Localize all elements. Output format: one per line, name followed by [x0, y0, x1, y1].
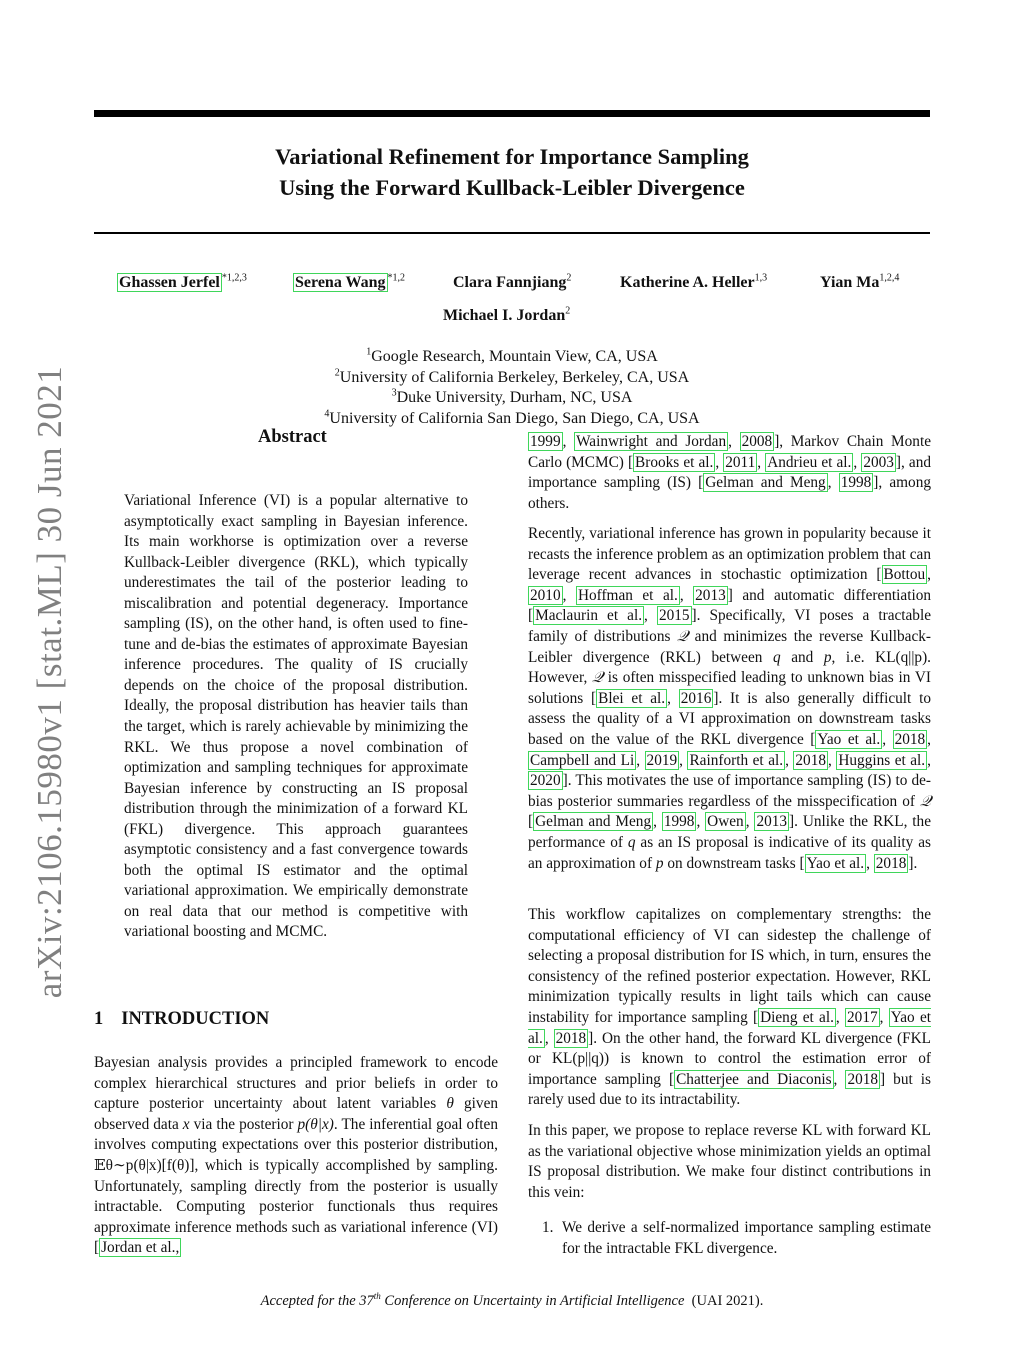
right-paragraph-1: 1999 , Wainwright and Jordan , 2008 ], Markov Chain Monte Carlo (MCMC) [ Brooks et al. , 2011 , Andrieu et al. , 2003 ], and importance sampling (IS) [ Gelman and Meng , 1998 ], among others. [528, 433, 931, 512]
author-link[interactable]: Ghassen Jerfel [119, 274, 220, 291]
right-paragraph-3: This workflow capitalizes on complementary strengths: the computational efficiency of VI can sidestep the challenge of selecting a proposal distribution for IS which, in turn, ensures the consistency of the refined posterior expectation. However, RKL minimization typically results in light tails which can cause instability for importance sampling [ Dieng et al. , 2017 , Yao et al. , 2018 ]. On the other hand, the forward KL divergence (FKL or KL(p||q)) is known to control the estimation error of importance sampling [ Chatterjee and Diaconis , 2018 ] but is rarely used due to its intractability. [528, 906, 931, 1109]
citation-link[interactable]: 2008 [741, 433, 773, 450]
citation-link[interactable]: Dieng et al. [760, 1008, 834, 1026]
citation-link[interactable]: Blei et al. [598, 689, 666, 707]
affiliation: $^4$University of California San Diego, San Diego, CA, USA [324, 408, 700, 428]
citation-link[interactable]: 2010 [530, 586, 561, 604]
citation-link[interactable]: 2003 [863, 453, 894, 471]
citation-link[interactable]: Wainwright and Jordan [576, 433, 727, 450]
title-rule-top [94, 110, 930, 117]
section-heading: 1 INTRODUCTION [94, 1009, 270, 1029]
citation-link[interactable]: 2018 [555, 1029, 587, 1047]
citation-link[interactable]: 2013 [756, 813, 788, 831]
affiliation: $^3$Duke University, Durham, NC, USA [391, 388, 633, 407]
right-paragraph-4: In this paper, we propose to replace reverse KL with forward KL as the variational objective whose minimization yields an optimal IS proposal distribution. We make four distinct contributions in this vein: [528, 1122, 931, 1201]
citation-link[interactable]: Yao et al. [817, 730, 881, 748]
author-link[interactable]: Serena Wang [295, 274, 386, 291]
citation-link[interactable]: Andrieu et al. [767, 453, 852, 471]
citation-link[interactable]: 2013 [695, 586, 726, 604]
citation-link[interactable]: Gelman and Meng [535, 813, 652, 831]
affiliation: $^1$Google Research, Mountain View, CA, USA [366, 346, 658, 365]
author-4: Katherine A. Heller$^{1,3}$ [620, 272, 768, 291]
citation-link[interactable]: Hoffman et al. [577, 586, 678, 604]
citation-link[interactable]: Brooks et al. [635, 453, 714, 471]
citation-link[interactable]: Bottou [883, 566, 926, 584]
paper-page: arXiv:2106.15980v1 [stat.ML] 30 Jun 2021 Variational Refinement for Importance Sampling Using the Forward Kullback-Leibler Divergence Ghassen Jerfel $^{*1,2,3}$ Serena Wang $^{*1,2}$ Clara Fannjiang$^2$ Katherine A. Heller$^{1,3}$ Yian Ma$^{1,2,4}$ Michael I. Jordan$^2$ $^1$Google Research, Mountain View, CA, USA $^2$University of California Berkeley, Berkeley, CA, USA $^3$Duke University, Durham, NC, USA $^4$University of California San Diego, San Diego, CA, USA Abstract Variational Inference (VI) is a popular alternative to asymptotically exact sampling in Bayesian inference. Its main workhorse is optimization over a reverse Kullback-Leibler divergence (RKL), which typically underestimates the tail of the posterior leading to miscalibration and potential degeneracy. Importance sampling (IS), on the other hand, is often used to fine-tune and de-bias the estimates of approximate Bayesian inference procedures. The quality of IS crucially depends on the choice of the proposal distribution. Ideally, the proposal distribution has heavier tails than the target, which is rarely achievable by minimizing the RKL. We thus propose a novel combination of optimization and sampling techniques for approximate Bayesian inference by constructing an IS proposal distribution through the minimization of a forward KL (FKL) divergence. This approach guarantees asymptotic consistency and a fast convergence towards both the optimal IS estimator and the optimal variational approximation. We empirically demonstrate on real data that our method is competitive with variational boosting and MCMC. 1 INTRODUCTION Bayesian analysis provides a principled framework to encode complex hierarchical structures and prior beliefs in order to capture posterior uncertainty about latent variables θ given observed data x via the posterior p(θ|x). The inferential goal often involves computing expectations over this posterior distribution, 𝔼θ∼p(θ|x)[f(θ)], which is typically accomplished by sampling. Unfortunately, sampling directly from the posterior is usually intractable. Computing posterior functionals thus requires approximate inference methods such as variational inference (VI) [ Jordan et al., 1999 , Wainwright and Jordan , 2008 ], Markov Chain Monte Carlo (MCMC) [ Brooks et al. , 2011 , Andrieu et al. , 2003 ], and importance sampling (IS) [ Gelman and Meng , 1998 ], among others. Recently, variational inference has grown in popularity because it recasts the inference problem as an optimization problem that can leverage recent advances in stochastic optimization [ Bottou , 2010 , Hoffman et al. , 2013 ] and automatic differentiation [ Maclaurin et al. , 2015 ]. Specifically, VI poses a tractable family of distributions 𝒬 and minimizes the reverse Kullback-Leibler divergence (RKL) between q and p, i.e. KL(q||p). However, 𝒬 is often misspecified leading to unknown bias in VI solutions [ Blei et al. , 2016 ]. It is also generally difficult to assess the quality of a VI approximation on downstream tasks based on the value of the RKL divergence [ Yao et al. , 2018 , Campbell and Li , 2019 , Rainforth et al. , 2018 , Huggins et al. , 2020 ]. This motivates the use of importance sampling (IS) to de-bias posterior summaries regardless of the misspecification of 𝒬 [ Gelman and Meng , 1998 , Owen , 2013 ]. Unlike the RKL, the performance of q as an IS proposal is indicative of its quality as an approximation of p on downstream tasks [ Yao et al. , 2018 ]. This workflow capitalizes on complementary strengths: the computational efficiency of VI can sidestep the challenge of selecting a proposal distribution for IS which, in turn, ensures the consistency of the refined posterior expectation. However, RKL minimization typically results in light tails which can cause instability for importance sampling [ Dieng et al. , 2017 , Yao et al. , 2018 ]. On the other hand, the forward KL divergence (FKL or KL(p||q)) is known to control the estimation error of importance sampling [ Chatterjee and Diaconis , 2018 ] but is rarely used due to its intractability. In this paper, we propose to replace reverse KL with forward KL as the variational objective whose minimization yields an optimal IS proposal distribution. We make four distinct contributions in this vein: 1. We derive a self-normalized importance sampling estimate for the intractable FKL divergence. Accepted for the 37th Conference on Uncertainty in Artificial Intelligence (UAI 2021). [0, 0, 1024, 1363]
citation-link[interactable]: 2018 [894, 730, 926, 748]
author-3: Clara Fannjiang$^2$ [453, 272, 572, 291]
citation-link[interactable]: Maclaurin et al. [535, 607, 643, 625]
citation-link[interactable]: Owen [707, 813, 744, 831]
page-footer: Accepted for the 37th Conference on Uncertainty in Artificial Intelligence (UAI 2021). [260, 1291, 764, 1309]
citation-link[interactable]: Gelman and Meng [705, 474, 826, 492]
citation-link[interactable]: Campbell and Li [530, 751, 635, 769]
author-5: Yian Ma$^{1,2,4}$ [820, 272, 900, 291]
citation-link[interactable]: 1998 [663, 813, 695, 831]
citation-link[interactable]: 2011 [725, 453, 756, 471]
author-1: Ghassen Jerfel $^{*1,2,3}$ [119, 272, 247, 291]
citation-link[interactable]: Huggins et al. [838, 751, 926, 769]
citation-link[interactable]: 2015 [658, 607, 690, 625]
citation-link[interactable]: 2018 [875, 854, 907, 872]
title-line-1: Variational Refinement for Importance Sampling [275, 144, 749, 169]
author-2: Serena Wang $^{*1,2}$ [295, 272, 406, 291]
abstract-heading: Abstract [258, 427, 327, 447]
citation-link[interactable]: Chatterjee and Diaconis [676, 1070, 832, 1088]
affiliation: $^2$University of California Berkeley, Berkeley, CA, USA [334, 367, 690, 386]
title-line-2: Using the Forward Kullback-Leibler Divergence [279, 175, 745, 200]
citation-link[interactable]: Jordan et al., [101, 1239, 180, 1257]
arxiv-stamp: arXiv:2106.15980v1 [stat.ML] 30 Jun 2021 [30, 365, 69, 999]
citation-link[interactable]: 1998 [840, 474, 872, 492]
citation-link[interactable]: 2018 [847, 1070, 879, 1088]
citation-link[interactable]: 1999 [530, 433, 561, 450]
right-paragraph-2: Recently, variational inference has grown in popularity because it recasts the inference problem as an optimization problem that can leverage recent advances in stochastic optimization [ Bottou , 2010 , Hoffman et al. , 2013 ] and automatic differentiation [ Maclaurin et al. , 2015 ]. Specifically, VI poses a tractable family of distributions 𝒬 and minimizes the reverse Kullback-Leibler divergence (RKL) between q and p, i.e. KL(q||p). However, 𝒬 is often misspecified leading to unknown bias in VI solutions [ Blei et al. , 2016 ]. It is also generally difficult to assess the quality of a VI approximation on downstream tasks based on the value of the RKL divergence [ Yao et al. , 2018 , Campbell and Li , 2019 , Rainforth et al. , 2018 , Huggins et al. , 2020 ]. This motivates the use of importance sampling (IS) to de-bias posterior summaries regardless of the misspecification of 𝒬 [ Gelman and Meng , 1998 , Owen , 2013 ]. Unlike the RKL, the performance of q as an IS proposal is indicative of its quality as an approximation of p on downstream tasks [ Yao et al. , 2018 ]. [528, 525, 932, 872]
citation-link[interactable]: Yao et al. [528, 1008, 931, 1047]
citation-link[interactable]: 2018 [795, 751, 826, 769]
paper-title [94, 141, 930, 203]
title-rule-bottom [94, 232, 930, 234]
affiliations [94, 347, 930, 430]
citation-link[interactable]: 2019 [646, 751, 678, 769]
intro-paragraph: Bayesian analysis provides a principled framework to encode complex hierarchical structures and prior beliefs in order to capture posterior uncertainty about latent variables θ given observed data x via the posterior p(θ|x). The inferential goal often involves computing expectations over this posterior distribution, 𝔼θ∼p(θ|x)[f(θ)], which is typically accomplished by sampling. Unfortunately, sampling directly from the posterior is usually intractable. Computing posterior functionals thus requires approximate inference methods such as variational inference (VI) [ Jordan et al., [94, 1054, 499, 1257]
author-6: Michael I. Jordan$^2$ [443, 305, 571, 324]
citation-link[interactable]: Rainforth et al. [689, 751, 784, 769]
citation-link[interactable]: 2020 [530, 772, 561, 790]
citation-link[interactable]: 2017 [847, 1008, 878, 1026]
citation-link[interactable]: 2016 [680, 689, 712, 707]
citation-link[interactable]: Yao et al. [806, 854, 865, 872]
expectation-formula: 𝔼θ∼p(θ|x)[f(θ)] [94, 1156, 195, 1174]
abstract-body: Variational Inference (VI) is a popular alternative to asymptotically exact sampling in Bayesian inference. Its main workhorse is optimization over a reverse Kullback-Leibler divergence (RKL), which typically underestimates the tail of the posterior leading to miscalibration and potential degeneracy. Importance sampling (IS), on the other hand, is often used to fine-tune and de-bias the estimates of approximate Bayesian inference procedures. The quality of IS crucially depends on the choice of the proposal distribution. Ideally, the proposal distribution has heavier tails than the target, which is rarely achievable by minimizing the RKL. We thus propose a novel combination of optimization and sampling techniques for approximate Bayesian inference by constructing an IS proposal distribution through the minimization of a forward KL (FKL) divergence. This approach guarantees asymptotic consistency and a fast convergence towards both the optimal IS estimator and the optimal variational approximation. We empirically demonstrate on real data that our method is competitive with variational boosting and MCMC. [124, 492, 468, 941]
